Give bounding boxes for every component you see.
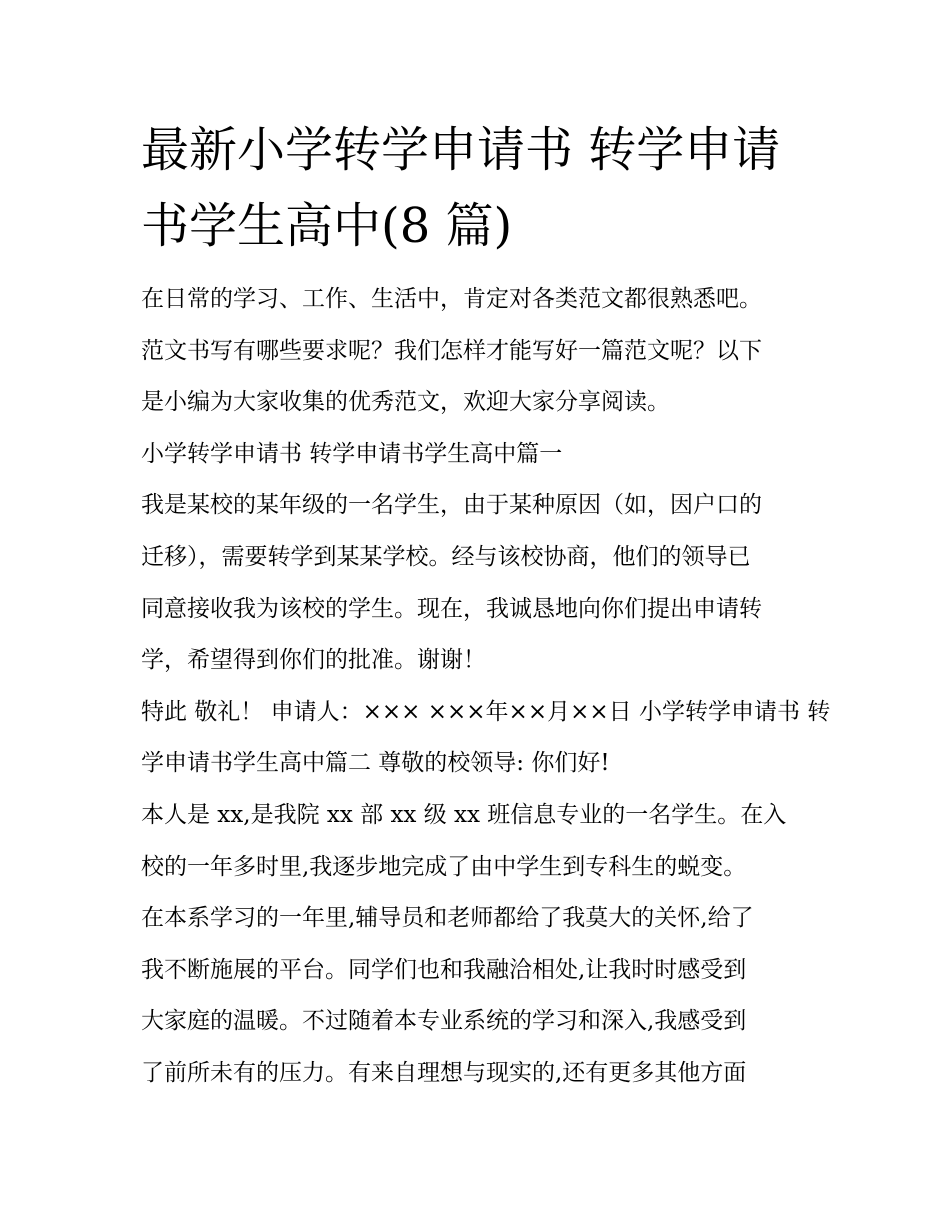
text-line: 了前所未有的压力。有来自理想与现实的,还有更多其他方面 — [141, 1059, 747, 1086]
closing-and-section-two — [141, 687, 831, 790]
letter-two-body — [141, 790, 821, 1100]
text-line: 大家庭的温暖。不过随着本专业系统的学习和深入,我感受到 — [141, 1008, 747, 1035]
section-heading-1 — [141, 429, 821, 481]
intro-paragraph — [141, 274, 821, 429]
text-line: 迁移），需要转学到某某学校。经与该校协商，他们的领导已 — [141, 543, 751, 570]
letter-one-body — [141, 480, 821, 686]
text-line: 我是某校的某年级的一名学生，由于某种原因（如，因户口的 — [141, 492, 762, 519]
text-line: 校的一年多时里,我逐步地完成了由中学生到专科生的蜕变。 — [141, 853, 747, 880]
text-line: 在日常的学习、工作、生活中，肯定对各类范文都很熟悉吧。 — [141, 286, 762, 312]
text-line: 我不断施展的平台。同学们也和我融洽相处,让我时时感受到 — [141, 956, 747, 983]
document-page — [141, 112, 831, 1100]
text-line: 范文书写有哪些要求呢？我们怎样才能写好一篇范文呢？以下 — [141, 337, 762, 364]
text-line: 是小编为大家收集的优秀范文，欢迎大家分享阅读。 — [141, 389, 670, 416]
text-line: 小学转学申请书 转学申请书学生高中篇一 — [141, 440, 563, 467]
text-line: 在本系学习的一年里,辅导员和老师都给了我莫大的关怀,给了 — [141, 905, 754, 932]
text-line: 同意接收我为该校的学生。现在，我诚恳地向你们提出申请转 — [141, 595, 762, 622]
text-line: 特此 敬礼！ 申请人：××× ×××年××月××日 小学转学申请书 转 — [141, 698, 831, 725]
document-title — [141, 112, 821, 264]
title-line-1: 最新小学转学申请书 转学申请 — [141, 122, 781, 178]
text-line: 本人是 xx,是我院 xx 部 xx 级 xx 班信息专业的一名学生。在入 — [141, 801, 787, 828]
title-line-2: 书学生高中(8 篇) — [141, 198, 513, 254]
text-line: 学，希望得到你们的批准。谢谢！ — [141, 647, 486, 674]
text-line: 学申请书学生高中篇二 尊敬的校领导: 你们好! — [141, 750, 610, 777]
